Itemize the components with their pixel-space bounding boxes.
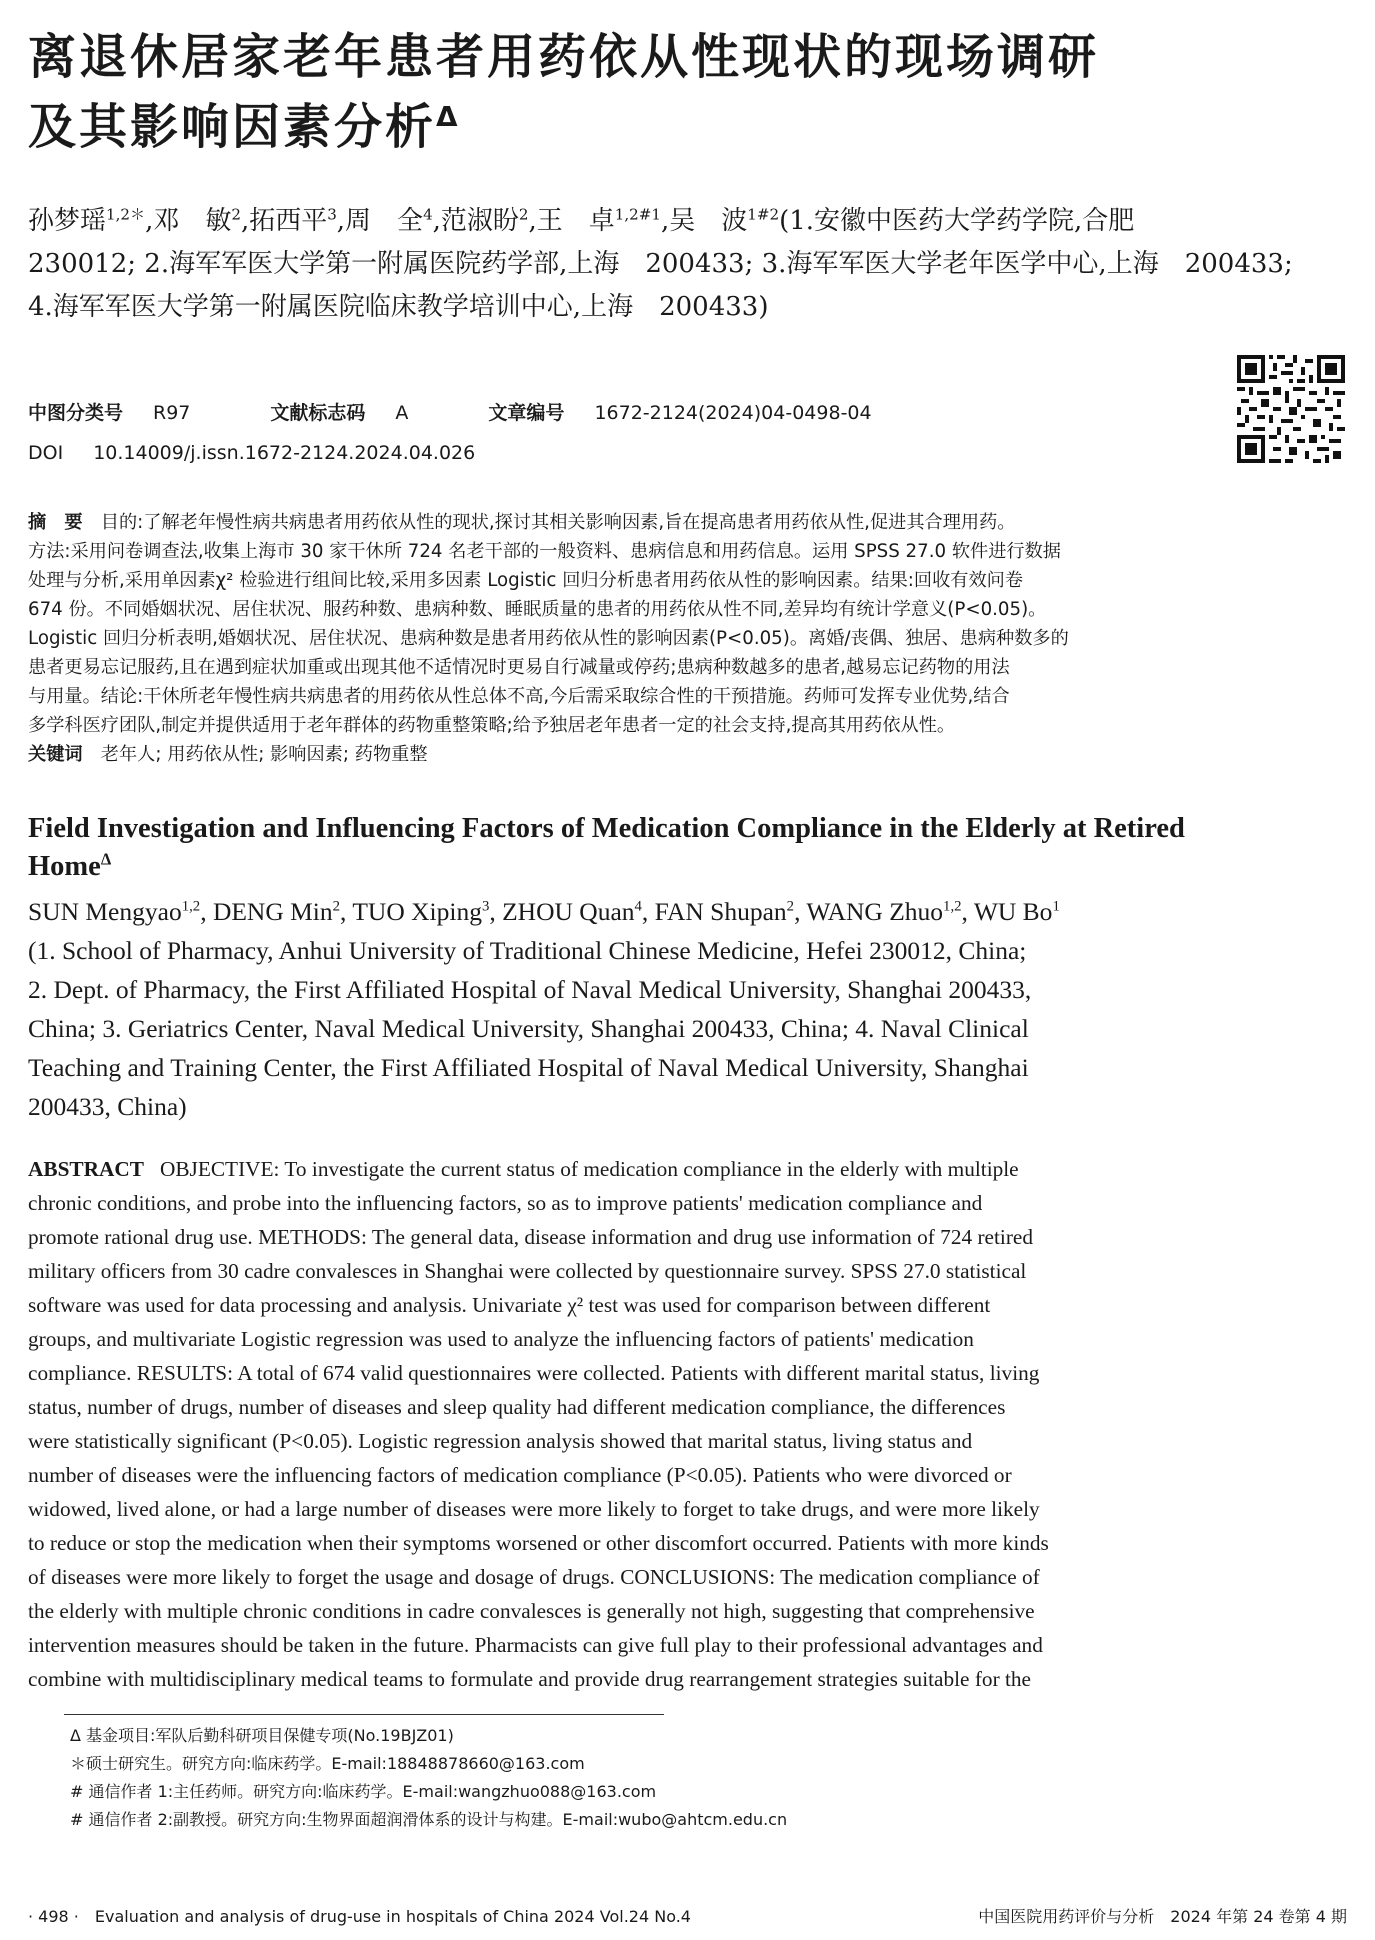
- title-line-2: [28, 92, 1348, 162]
- en-title-fund-mark: Δ: [100, 849, 112, 869]
- en-author-names: [28, 892, 1348, 931]
- en-abstract-line: were statistically significant (P<0.05). Logistic regression analysis showed that marital status, living status and: [28, 1429, 973, 1453]
- article-meta: [28, 393, 872, 473]
- en-abstract: [28, 1152, 1348, 1696]
- en-abstract-line: groups, and multivariate Logistic regression was used to analyze the influencing factors of patients' medication: [28, 1327, 974, 1351]
- doi-label: DOI: [28, 442, 64, 464]
- cn-abstract-line: 方法:采用问卷调查法,收集上海市 30 家干休所 724 名老干部的一般资料、患病信息和用药信息。运用 SPSS 27.0 软件进行数据: [28, 541, 1061, 562]
- en-author-sun: SUN Mengyao: [28, 897, 182, 926]
- en-abstract-line: number of diseases were the influencing factors of medication compliance (P<0.05). Patients who were divorced or: [28, 1463, 1012, 1487]
- en-sup-deng: 2: [332, 898, 341, 915]
- en-sup-tuo: 3: [481, 898, 490, 915]
- en-author-deng: , DENG Min: [200, 897, 333, 926]
- article-number-value: 1672-2124(2024)04-0498-04: [594, 402, 872, 424]
- cn-abstract-line: 处理与分析,采用单因素χ² 检验进行组间比较,采用多因素 Logistic 回归分析患者用药依从性的影响因素。结果:回收有效问卷: [28, 570, 1024, 591]
- clc-label: 中图分类号: [28, 402, 124, 424]
- meta-line-2: [28, 433, 872, 473]
- keywords-line: [28, 740, 1348, 769]
- en-abstract-text-0: OBJECTIVE: To investigate the current status of medication compliance in the elderly with multiple: [159, 1157, 1019, 1181]
- keywords-label: 关键词: [28, 744, 83, 765]
- doccode-value: A: [395, 402, 409, 424]
- en-author-wu: , WU Bo: [961, 897, 1053, 926]
- page-footer-left: · 498 · Evaluation and analysis of drug-use in hospitals of China 2024 Vol.24 No.4: [28, 1907, 691, 1926]
- en-abstract-line: compliance. RESULTS: A total of 674 valid questionnaires were collected. Patients with different marital status, living: [28, 1361, 1040, 1385]
- cn-abstract-line: Logistic 回归分析表明,婚姻状况、居住状况、患病种数是患者用药依从性的影响因素(P<0.05)。离婚/丧偶、独居、患病种数多的: [28, 628, 1069, 649]
- sup-zhou: 4: [423, 205, 433, 224]
- doccode-label: 文献标志码: [270, 402, 366, 424]
- author-wu: ,吴 波: [661, 206, 748, 236]
- title-line-2-text: 及其影响因素分析: [28, 99, 437, 155]
- en-sup-wu: 1: [1052, 898, 1060, 915]
- clc-value: R97: [153, 402, 191, 424]
- en-affiliation-line: China; 3. Geriatrics Center, Naval Medical University, Shanghai 200433, China; 4. Naval Clinical: [28, 1014, 1029, 1043]
- author-line-2: 230012; 2.海军军医大学第一附属医院药学部,上海 200433; 3.海军军医大学老年医学中心,上海 200433;: [28, 249, 1293, 279]
- cn-abstract: [28, 508, 1348, 769]
- author-sun: 孙梦瑶: [28, 206, 107, 236]
- en-abstract-line: the elderly with multiple chronic conditions in cadre convalesces is generally not high, suggesting that comprehensive: [28, 1599, 1035, 1623]
- sup-tuo: 3: [327, 205, 337, 224]
- author-line-3: 4.海军军医大学第一附属医院临床教学培训中心,上海 200433): [28, 292, 769, 322]
- en-abstract-line: status, number of drugs, number of diseases and sleep quality had different medication compliance, the differences: [28, 1395, 1006, 1419]
- footnotes: [70, 1722, 1320, 1834]
- en-abstract-line: chronic conditions, and probe into the influencing factors, so as to improve patients' medication compliance and: [28, 1191, 983, 1215]
- en-affiliation-line: (1. School of Pharmacy, Anhui University of Traditional Chinese Medicine, Hefei 230012, China;: [28, 936, 1027, 965]
- en-author-zhou: , ZHOU Quan: [489, 897, 635, 926]
- cn-abstract-text-0: 目的:了解老年慢性病共病患者用药依从性的现状,探讨其相关影响因素,旨在提高患者用药依从性,促进其合理用药。: [100, 512, 1016, 533]
- footnote-divider: [64, 1714, 664, 1715]
- sup-deng: 2: [231, 205, 241, 224]
- en-author-list: [28, 892, 1348, 1126]
- en-author-tuo: , TUO Xiping: [340, 897, 482, 926]
- author-fan: ,范淑盼: [432, 206, 519, 236]
- en-abstract-line: of diseases were more likely to forget the usage and dosage of drugs. CONCLUSIONS: The medication compliance of: [28, 1565, 1040, 1589]
- en-title-line-2: [28, 848, 1348, 886]
- keywords-text: 老年人; 用药依从性; 影响因素; 药物重整: [100, 744, 428, 765]
- en-abstract-line: intervention measures should be taken in the future. Pharmacists can give full play to their professional advantages and: [28, 1633, 1043, 1657]
- sup-wu: 1#2: [747, 205, 780, 224]
- en-title-line-1: Field Investigation and Influencing Factors of Medication Compliance in the Elderly at Retired: [28, 813, 1185, 844]
- en-abstract-line: software was used for data processing and analysis. Univariate χ² test was used for comparison between different: [28, 1293, 991, 1317]
- en-abstract-label: ABSTRACT: [28, 1157, 144, 1181]
- qr-code-icon: [1237, 355, 1345, 463]
- cn-abstract-line: 患者更易忘记服药,且在遇到症状加重或出现其他不适情况时更易自行减量或停药;患病种数越多的患者,越易忘记药物的用法: [28, 657, 1010, 678]
- cn-abstract-line: 674 份。不同婚姻状况、居住状况、服药种数、患病种数、睡眠质量的患者的用药依从性不同,差异均有统计学意义(P<0.05)。: [28, 599, 1047, 620]
- cn-abstract-line: [28, 508, 1348, 537]
- en-sup-fan: 2: [786, 898, 795, 915]
- footnote-corresponding-1: # 通信作者 1:主任药师。研究方向:临床药学。E-mail:wangzhuo088@163.com: [70, 1782, 657, 1801]
- en-abstract-line: widowed, lived alone, or had a large number of diseases were more likely to forget to take drugs, and were more likely: [28, 1497, 1040, 1521]
- author-tuo: ,拓西平: [240, 206, 328, 236]
- en-sup-zhou: 4: [634, 898, 642, 915]
- en-affiliation-line: 2. Dept. of Pharmacy, the First Affiliated Hospital of Naval Medical University, Shanghai 200433,: [28, 975, 1032, 1004]
- en-title-line-2-text: Home: [28, 851, 101, 882]
- doi-value[interactable]: 10.14009/j.issn.1672-2124.2024.04.026: [93, 442, 476, 464]
- en-abstract-line: combine with multidisciplinary medical teams to formulate and provide drug rearrangement strategies suitable for the: [28, 1667, 1032, 1691]
- title-fund-mark: Δ: [436, 100, 461, 133]
- en-affiliation-line: Teaching and Training Center, the First Affiliated Hospital of Naval Medical University, Shanghai: [28, 1053, 1029, 1082]
- author-wang: ,王 卓: [528, 206, 615, 236]
- author-zhou: ,周 全: [336, 206, 424, 236]
- affiliation-start: (1.安徽中医药大学药学院,合肥: [779, 206, 1135, 236]
- author-line-1: [28, 200, 1348, 243]
- en-sup-sun: 1,2: [181, 898, 201, 915]
- page-footer-right: 中国医院用药评价与分析 2024 年第 24 卷第 4 期: [978, 1907, 1347, 1926]
- article-number-label: 文章编号: [488, 402, 565, 424]
- sup-wang: 1,2#1: [614, 205, 661, 224]
- en-author-wang: , WANG Zhuo: [794, 897, 944, 926]
- en-abstract-line: [28, 1152, 1348, 1186]
- footnote-fund: Δ 基金项目:军队后勤科研项目保健专项(No.19BJZ01): [70, 1726, 454, 1745]
- en-affiliation-line: 200433, China): [28, 1092, 187, 1121]
- en-abstract-line: to reduce or stop the medication when their symptoms worsened or other discomfort occurred. Patients with more kinds: [28, 1531, 1049, 1555]
- footnote-corresponding-2: # 通信作者 2:副教授。研究方向:生物界面超润滑体系的设计与构建。E-mail:wubo@ahtcm.edu.cn: [70, 1810, 788, 1829]
- en-sup-wang: 1,2: [943, 898, 962, 915]
- article-title: [28, 22, 1348, 162]
- meta-line-1: [28, 393, 872, 433]
- en-abstract-line: military officers from 30 cadre convalesces in Shanghai were collected by questionnaire survey. SPSS 27.0 statistical: [28, 1259, 1027, 1283]
- author-deng: ,邓 敏: [145, 206, 232, 236]
- title-line-1: 离退休居家老年患者用药依从性现状的现场调研: [28, 29, 1100, 85]
- sup-sun: 1,2＊: [106, 205, 146, 224]
- en-author-fan: , FAN Shupan: [641, 897, 787, 926]
- cn-abstract-line: 与用量。结论:干休所老年慢性病共病患者的用药依从性总体不高,今后需采取综合性的干预措施。药师可发挥专业优势,结合: [28, 686, 1010, 707]
- en-title: [28, 810, 1348, 886]
- author-list: [28, 200, 1348, 329]
- cn-abstract-line: 多学科医疗团队,制定并提供适用于老年群体的药物重整策略;给予独居老年患者一定的社会支持,提高其用药依从性。: [28, 715, 956, 736]
- en-abstract-line: promote rational drug use. METHODS: The general data, disease information and drug use information of 724 retired: [28, 1225, 1034, 1249]
- cn-abstract-label: 摘 要: [28, 512, 83, 533]
- sup-fan: 2: [518, 205, 529, 224]
- footnote-first-author: ＊硕士研究生。研究方向:临床药学。E-mail:18848878660@163.com: [70, 1754, 585, 1773]
